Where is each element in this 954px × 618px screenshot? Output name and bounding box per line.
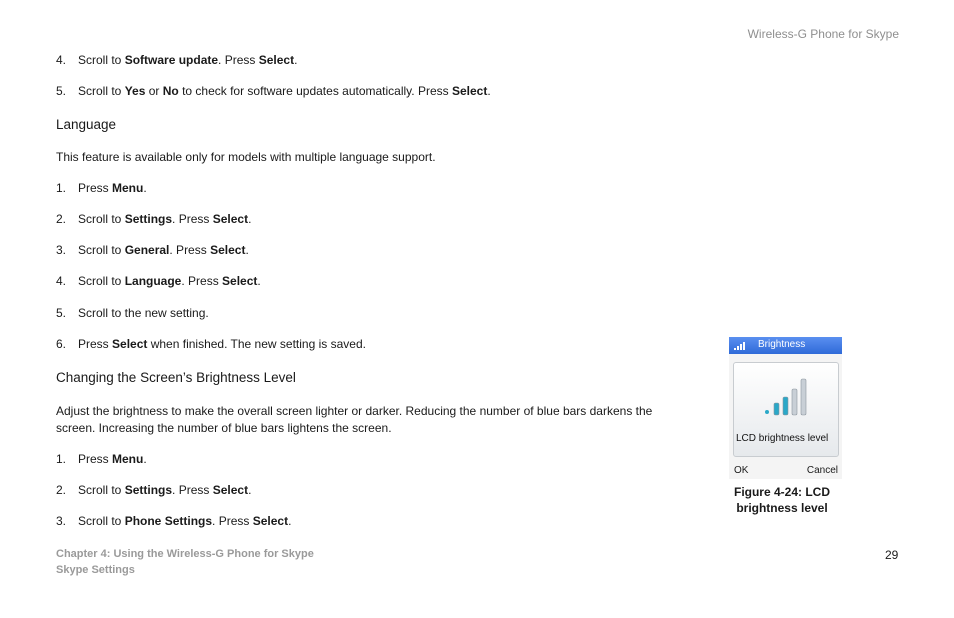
language-step: 3. Scroll to General. Press Select. — [56, 243, 249, 257]
brightness-heading: Changing the Screen’s Brightness Level — [56, 370, 296, 385]
language-step: 2. Scroll to Settings. Press Select. — [56, 212, 252, 226]
cancel-softkey[interactable]: Cancel — [806, 465, 838, 476]
language-intro: This feature is available only for models with multiple language support. — [56, 150, 436, 164]
level-bar — [801, 379, 806, 415]
brightness-panel-label: LCD brightness level — [736, 433, 829, 444]
brightness-intro: Adjust the brightness to make the overall screen lighter or darker. Reducing the number of blue bars darkens the screen. Increasing the number of blue bars lightens the screen. — [56, 404, 653, 435]
brightness-step: 1. Press Menu. — [56, 452, 147, 466]
footer-chapter: Chapter 4: Using the Wireless-G Phone for Skype — [56, 548, 314, 560]
level-bar — [783, 397, 788, 415]
brightness-panel — [733, 362, 839, 457]
softkey-bar — [729, 464, 842, 479]
language-heading: Language — [56, 117, 117, 132]
signal-icon — [734, 341, 748, 350]
footer-section: Skype Settings — [56, 564, 135, 576]
running-header: Wireless-G Phone for Skype — [747, 27, 899, 41]
page-number: 29 — [885, 548, 899, 562]
language-step: 6. Press Select when finished. The new setting is saved. — [56, 337, 366, 351]
level-bar — [774, 403, 779, 415]
brightness-step: 2. Scroll to Settings. Press Select. — [56, 483, 252, 497]
level-dot — [765, 410, 769, 414]
level-bar — [792, 389, 797, 415]
language-step: 1. Press Menu. — [56, 181, 147, 195]
phone-screen-figure — [729, 337, 842, 479]
brightness-step: 3. Scroll to Phone Settings. Press Select. — [56, 514, 292, 528]
language-step: 4. Scroll to Language. Press Select. — [56, 274, 261, 288]
step-yes-no: 5. Scroll to Yes or No to check for software updates automatically. Press Select. — [56, 84, 491, 98]
phone-title-bar — [729, 337, 842, 354]
step-software-update: 4. Scroll to Software update. Press Select. — [56, 53, 298, 67]
ok-softkey[interactable]: OK — [734, 465, 749, 476]
phone-title-label: Brightness — [758, 339, 806, 350]
brightness-level-bars — [764, 375, 810, 421]
language-step: 5. Scroll to the new setting. — [56, 306, 209, 320]
figure-caption: Figure 4-24: LCD brightness level — [733, 485, 830, 515]
